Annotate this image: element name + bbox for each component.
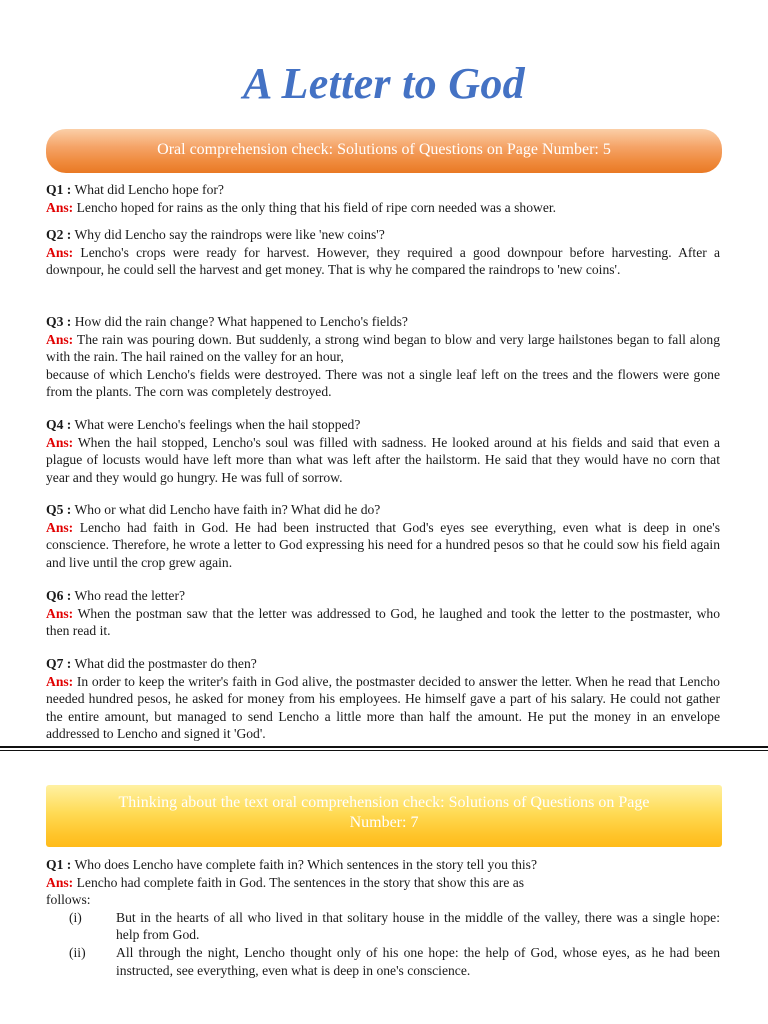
qa-item-6 <box>46 587 720 640</box>
list-text: But in the hearts of all who lived in that solitary house in the middle of the valley, there was a single hope: help from God. <box>116 909 720 943</box>
answer-label: Ans: <box>46 673 74 689</box>
question-text: Why did Lencho say the raindrops were like 'new coins'? <box>74 227 385 242</box>
section-banner-text: Number: 7 <box>349 814 419 831</box>
question-label: Q4 : <box>46 417 72 432</box>
question-label: Q6 : <box>46 588 72 603</box>
list-item <box>46 944 720 979</box>
section-banner-page-7 <box>46 785 722 847</box>
qa-item-3 <box>46 313 720 401</box>
answer-label: Ans: <box>46 874 74 890</box>
answer-text: The rain was pouring down. But suddenly, a strong wind began to blow and very large hailstones began to fall along with the rain. The hail rained on the valley for an hour, <box>46 331 721 365</box>
qa-item-7 <box>46 655 720 743</box>
question-label: Q1 : <box>46 182 72 197</box>
answer-text: Lencho's crops were ready for harvest. However, they required a good downpour before harvesting. After a downpour, he could sell the harvest and get money. That is why he compared the raindrops to 'new coins'. <box>46 244 720 278</box>
page-divider <box>0 744 768 753</box>
page-title: A Letter to God <box>243 59 525 108</box>
question-text: Who read the letter? <box>74 588 186 603</box>
qa-item-thinking-1 <box>46 856 720 979</box>
answer-text-continued: follows: <box>46 892 91 908</box>
divider-line <box>0 746 768 748</box>
divider-line <box>0 750 768 751</box>
question-label: Q5 : <box>46 502 72 517</box>
answer-text: Lencho hoped for rains as the only thing that his field of ripe corn needed was a shower. <box>76 199 557 215</box>
answer-label: Ans: <box>46 434 74 450</box>
qa-item-5 <box>46 501 720 571</box>
answer-label: Ans: <box>46 199 74 215</box>
answer-label: Ans: <box>46 519 74 535</box>
question-text: What did the postmaster do then? <box>74 656 257 671</box>
section-banner-text: Thinking about the text oral comprehension check: Solutions of Questions on Page <box>118 794 650 811</box>
answer-text: When the hail stopped, Lencho's soul was filled with sadness. He looked around at his fields and said that even a plague of locusts would have left more than what was left after the hailstorm. He said that they would have no corn that year and they would go hungry. He was full of sorrow. <box>46 434 721 485</box>
answer-label: Ans: <box>46 605 74 621</box>
question-label: Q2 : <box>46 227 72 242</box>
question-text: How did the rain change? What happened to Lencho's fields? <box>74 314 408 329</box>
answer-text: Lencho had complete faith in God. The sentences in the story that show this are as <box>76 874 525 890</box>
question-text: What were Lencho's feelings when the hail stopped? <box>74 417 361 432</box>
answer-text: Lencho had faith in God. He had been instructed that God's eyes see everything, even what is deep in one's conscience. Therefore, he wrote a letter to God expressing his need for a hundred pesos so that he could sow his field again and live until the crop grew again. <box>46 519 721 570</box>
list-item <box>46 909 720 944</box>
question-text: Who does Lencho have complete faith in? Which sentences in the story tell you this? <box>74 857 538 872</box>
answer-text: When the postman saw that the letter was addressed to God, he laughed and took the letter to the postmaster, who then read it. <box>46 605 720 639</box>
qa-item-4 <box>46 416 720 486</box>
question-label: Q1 : <box>46 857 72 872</box>
answer-label: Ans: <box>46 331 74 347</box>
answer-text-continued: because of which Lencho's fields were destroyed. There was not a single leaf left on the trees and the flowers were gone from the plants. The corn was completely destroyed. <box>46 366 720 400</box>
qa-item-1 <box>46 181 720 216</box>
question-label: Q3 : <box>46 314 72 329</box>
list-number: (i) <box>69 909 82 925</box>
qa-item-2 <box>46 226 720 279</box>
question-text: Who or what did Lencho have faith in? What did he do? <box>74 502 381 517</box>
question-text: What did Lencho hope for? <box>74 182 224 197</box>
section-banner-text: Oral comprehension check: Solutions of Questions on Page Number: 5 <box>157 141 611 158</box>
list-number: (ii) <box>69 944 86 960</box>
answer-text: In order to keep the writer's faith in God alive, the postmaster decided to answer the letter. When he read that Lencho needed hundred pesos, he asked for money from his employees. He himself gave a part of his salary. He could not gather the entire amount, but managed to send Lencho a little more than half the amount. He put the money in an envelope addressed to Lencho and signed it 'God'. <box>46 673 720 742</box>
answer-label: Ans: <box>46 244 74 260</box>
list-text: All through the night, Lencho thought only of his one hope: the help of God, whose eyes, as he had been instructed, see everything, even what is deep in one's conscience. <box>116 944 720 978</box>
section-banner-page-5 <box>46 129 722 173</box>
question-label: Q7 : <box>46 656 72 671</box>
